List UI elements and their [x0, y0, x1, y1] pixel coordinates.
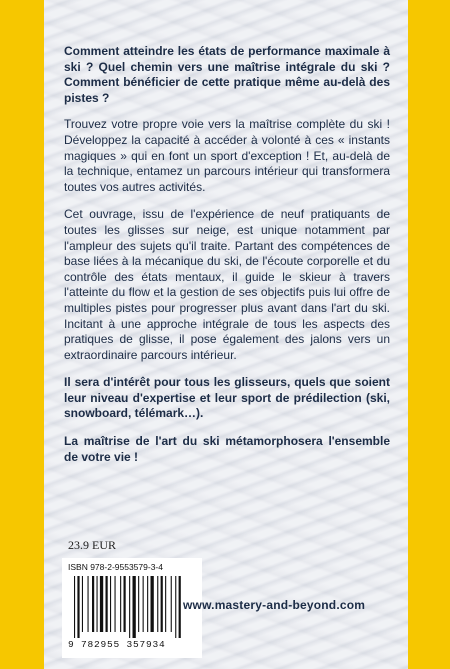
- isbn-label: ISBN 978-2-9553579-3-4: [68, 562, 163, 572]
- barcode-bar: [157, 576, 158, 632]
- blurb-paragraph-2: Cet ouvrage, issu de l'expérience de neuf pratiquants de toutes les glisses sur neige, est unique notamment par l'ampleur des sujets qu'il traite. Partant des compétences de base liées à la mécanique du ski, de l'écoute corporelle et du contrôle des états mentaux, il guide le skieur à travers l'atteinte du flow et la gestion de ses objectifs puis lui offre de multiples pistes pour progresser plus avant dans l'art du ski. Incitant à une approche intégrale de tous les aspects des pratiques de glisse, il pose également des jalons vers un extraordinaire parcours intérieur.: [64, 207, 390, 362]
- barcode-bar: [88, 576, 89, 632]
- barcode-bar: [82, 576, 83, 632]
- barcode-bar: [74, 576, 75, 638]
- barcode-bar: [143, 576, 144, 632]
- barcode-bar: [120, 576, 121, 632]
- barcode-block: [62, 558, 202, 658]
- barcode-number: 9 782955 357934: [68, 639, 166, 650]
- barcode-bar: [110, 576, 111, 632]
- barcode-bar: [147, 576, 148, 632]
- barcode-bar: [129, 576, 130, 638]
- blurb-audience: Il sera d'intérêt pour tous les glisseurs, quels que soient leur niveau d'expertise et leur sport de prédilection (ski, snowboard, télémark…).: [64, 375, 390, 421]
- blurb-questions: Comment atteindre les états de performance maximale à ski ? Quel chemin vers une maîtrise intégrale du ski ? Comment bénéficier de cette pratique même au-delà des pistes ?: [64, 44, 390, 105]
- barcode-bar: [165, 576, 166, 632]
- barcode-icon: [72, 576, 192, 638]
- barcode-bar: [77, 576, 79, 638]
- price-label: 23.9 EUR: [68, 538, 116, 552]
- snow-texture-panel: [44, 0, 408, 669]
- barcode-bar: [100, 576, 103, 632]
- barcode-bar: [171, 576, 172, 632]
- barcode-bar: [133, 576, 136, 638]
- barcode-bar: [151, 576, 154, 632]
- barcode-bar: [97, 576, 98, 632]
- blurb-text: [64, 44, 390, 477]
- barcode-bar: [161, 576, 163, 632]
- barcode-bar: [124, 576, 126, 632]
- barcode-bar: [115, 576, 116, 632]
- barcode-bar: [106, 576, 108, 632]
- barcode-bar: [92, 576, 94, 632]
- barcode-bar: [175, 576, 176, 638]
- blurb-closing: La maîtrise de l'art du ski métamorphosera l'ensemble de votre vie !: [64, 434, 390, 464]
- website-link[interactable]: www.mastery-and-beyond.com: [183, 598, 366, 612]
- barcode-bar: [138, 576, 139, 632]
- barcode-bar: [179, 576, 181, 638]
- blurb-paragraph-1: Trouvez votre propre voie vers la maîtrise complète du ski ! Développez la capacité à accéder à volonté à ces « instants magiques » qui en font un sport d'exception ! Et, au-delà de la technique, entamez un parcours intérieur qui transformera toutes vos autres activités.: [64, 117, 390, 194]
